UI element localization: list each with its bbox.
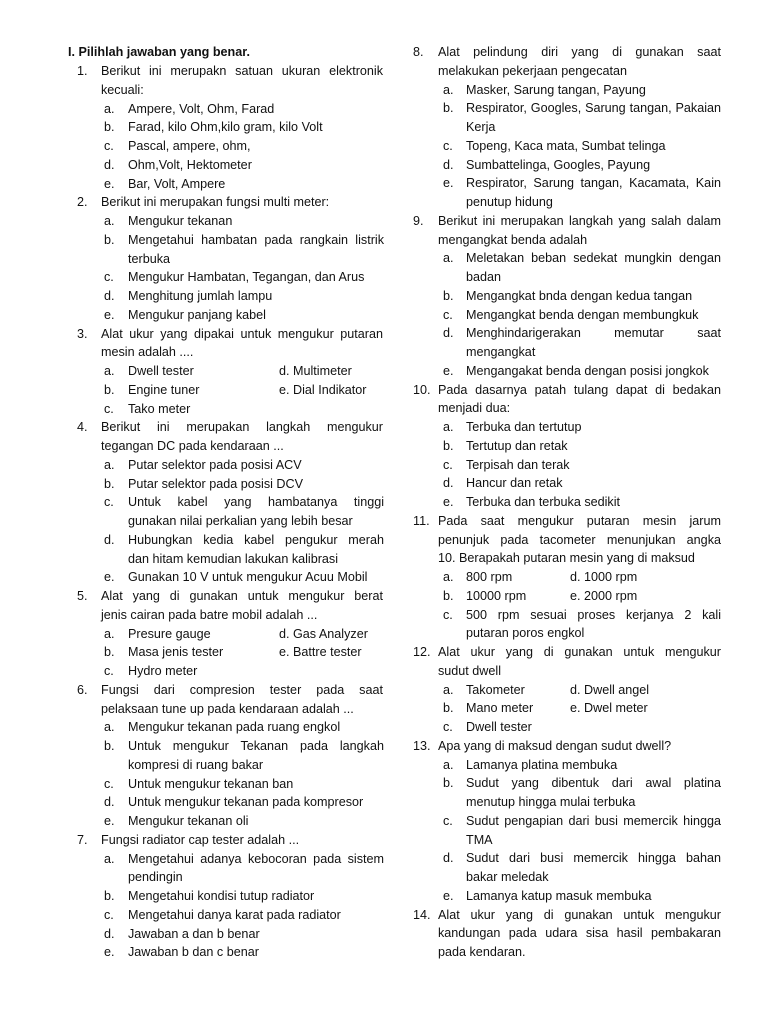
option-text: Takometer <box>466 682 525 697</box>
option-letter: a. <box>443 251 454 266</box>
option-text: Mengetahui hambatan pada rangkain listrik <box>128 232 384 247</box>
option-letter: b. <box>443 701 454 716</box>
option-letter: c. <box>104 270 114 285</box>
option-text: Pascal, ampere, ohm, <box>128 139 251 153</box>
option-letter: c. <box>443 813 453 828</box>
option-letter: c. <box>443 138 453 153</box>
option-text: Hubungkan kedia kabel pengukur merah <box>128 532 384 547</box>
option-text: Mengukur panjang kabel <box>128 307 266 322</box>
option-text: Farad, kilo Ohm,kilo gram, kilo Volt <box>128 120 323 135</box>
option-text: Untuk kabel yang hambatanya tinggi <box>128 495 384 510</box>
option-letter: e. <box>443 888 454 903</box>
question-text: Alat ukur yang di gunakan untuk mengukur <box>438 645 721 659</box>
option-text: Jawaban a dan b benar <box>128 926 260 941</box>
option-text: Mengukur tekanan oli <box>128 814 249 828</box>
question-number: 9. <box>413 213 424 228</box>
option-text: Hancur dan retak <box>466 476 563 491</box>
question-number: 4. <box>77 420 88 435</box>
option-letter: b. <box>443 438 454 453</box>
option-letter: c. <box>104 664 114 678</box>
option-text: penutup hidung <box>466 195 553 209</box>
question-text: Berikut ini merupakan fungsi multi meter: <box>101 195 330 210</box>
option-text: Topeng, Kaca mata, Sumbat telinga <box>466 138 666 153</box>
option-letter: c. <box>443 457 453 472</box>
option-text: Mengangakat benda dengan posisi jongkok <box>466 363 709 378</box>
option-letter: c. <box>104 907 114 922</box>
question-text: Alat ukur yang dipakai untuk mengukur putaran <box>101 326 383 341</box>
option-text: Presure gauge <box>128 626 211 641</box>
option-text: Terpisah dan terak <box>466 457 570 472</box>
question-number: 10. <box>413 382 431 397</box>
option-text: Untuk mengukur Tekanan pada langkah <box>128 739 384 753</box>
option-text: bakar meledak <box>466 870 549 884</box>
option-letter: b. <box>443 288 454 303</box>
option-text: 10000 rpm <box>466 588 527 603</box>
option-text: dan hitam kemudian lakukan kalibrasi <box>128 551 339 566</box>
option-letter: a. <box>104 214 115 228</box>
question-number: 3. <box>77 326 88 341</box>
option-letter: b. <box>443 588 454 603</box>
question-text: Alat yang di gunakan untuk mengukur berat <box>101 589 383 603</box>
option-letter: c. <box>443 720 453 734</box>
option-text: Tako meter <box>128 401 191 416</box>
option-letter: d. <box>104 532 115 547</box>
option-text: Bar, Volt, Ampere <box>128 176 226 191</box>
option-text: Gunakan 10 V untuk mengukur Acuu Mobil <box>128 570 368 585</box>
option-text: d. 1000 rpm <box>570 570 638 584</box>
question-text: jenis cairan pada batre mobil adalah ... <box>101 607 318 622</box>
option-letter: d. <box>443 157 454 172</box>
option-text: putaran poros engkol <box>466 626 585 641</box>
option-letter: c. <box>443 307 453 322</box>
option-text: e. Dwel meter <box>570 701 648 716</box>
option-text: pendingin <box>128 870 183 885</box>
option-letter: a. <box>104 851 115 866</box>
option-letter: b. <box>104 476 115 491</box>
option-letter: d. <box>443 851 454 866</box>
question-text: mengangkat benda adalah <box>438 232 588 247</box>
option-text: Lamanya katup masuk membuka <box>466 888 652 903</box>
option-text: gunakan nilai perkalian yang lebih besar <box>128 514 353 528</box>
question-text: kandungan pada udara sisa hasil pembakaran <box>438 926 721 941</box>
option-letter: c. <box>104 139 114 153</box>
option-text: Hydro meter <box>128 664 198 678</box>
question-text: Pada dasarnya patah tulang dapat di bedakan <box>438 382 721 397</box>
question-text: pelaksaan tune up pada kendaraan adalah ... <box>101 701 354 716</box>
option-letter: d. <box>104 289 115 303</box>
option-text: Sudut pengapian dari busi memercik hingga <box>466 813 721 828</box>
option-letter: e. <box>443 176 454 191</box>
option-letter: d. <box>104 795 115 810</box>
option-text: Mano meter <box>466 701 534 716</box>
option-letter: b. <box>104 645 115 660</box>
option-text: mengangkat <box>466 345 536 359</box>
option-text: d. Dwell angel <box>570 682 650 697</box>
option-text: Dwell tester <box>128 364 194 378</box>
option-letter: b. <box>104 382 115 397</box>
question-number: 7. <box>77 832 88 847</box>
option-letter: a. <box>104 101 115 116</box>
option-letter: c. <box>443 607 453 622</box>
option-text: Jawaban b dan c benar <box>128 945 259 960</box>
question-text: mesin adalah .... <box>101 345 194 360</box>
option-letter: b. <box>104 120 115 135</box>
option-text: Mengangkat benda dengan membungkuk <box>466 307 699 322</box>
question-text: sudut dwell <box>438 663 502 678</box>
option-text: 500 rpm sesuai proses kerjanya 2 kali <box>466 607 721 622</box>
option-letter: d. <box>104 926 115 941</box>
question-number: 1. <box>77 64 88 78</box>
question-text: Berikut ini merupakan langkah mengukur <box>101 420 383 435</box>
option-letter: b. <box>104 889 115 903</box>
option-letter: a. <box>443 757 454 772</box>
option-letter: e. <box>104 307 115 322</box>
question-number: 5. <box>77 589 88 603</box>
option-text: TMA <box>466 832 493 847</box>
question-text: Apa yang di maksud dengan sudut dwell? <box>438 738 672 753</box>
option-letter: a. <box>104 720 115 735</box>
option-letter: e. <box>443 495 454 509</box>
option-text: Mengetahui danya karat pada radiator <box>128 907 341 922</box>
option-text: Kerja <box>466 120 496 134</box>
option-text: d. Gas Analyzer <box>279 626 368 641</box>
option-text: Untuk mengukur tekanan pada kompresor <box>128 795 364 810</box>
option-letter: a. <box>104 626 115 641</box>
option-letter: e. <box>104 176 115 191</box>
option-text: Mengangkat bnda dengan kedua tangan <box>466 288 693 303</box>
option-text: badan <box>466 270 502 284</box>
question-number: 11. <box>413 513 430 528</box>
option-letter: e. <box>104 570 115 585</box>
option-letter: a. <box>443 682 454 697</box>
question-text: Fungsi dari compresion tester pada saat <box>101 682 383 697</box>
question-text: pada kendaran. <box>438 945 526 959</box>
option-letter: c. <box>104 401 114 416</box>
option-text: Sudut dari busi memercik hingga bahan <box>466 851 721 866</box>
question-text: penunjuk pada tacometer menunjukan angka <box>438 532 721 547</box>
option-text: 800 rpm <box>466 570 513 584</box>
option-text: Sumbattelinga, Googles, Payung <box>466 157 651 172</box>
option-letter: c. <box>104 495 114 510</box>
option-text: Mengetahui kondisi tutup radiator <box>128 889 315 903</box>
option-letter: b. <box>104 232 115 247</box>
option-text: Tertutup dan retak <box>466 438 568 453</box>
option-text: Terbuka dan tertutup <box>466 420 582 434</box>
option-text: Ohm,Volt, Hektometer <box>128 157 252 172</box>
option-letter: c. <box>104 776 114 791</box>
question-number: 12. <box>413 645 431 659</box>
option-text: Putar selektor pada posisi ACV <box>128 457 302 472</box>
option-text: d. Multimeter <box>279 364 352 378</box>
option-letter: e. <box>104 814 115 828</box>
option-text: Menghindarigerakan memutar saat <box>466 326 721 341</box>
option-letter: b. <box>104 739 115 753</box>
option-text: Lamanya platina membuka <box>466 757 618 772</box>
option-letter: a. <box>443 82 454 97</box>
option-text: Respirator, Googles, Sarung tangan, Pakaian <box>466 101 721 116</box>
option-text: Mengukur tekanan <box>128 214 233 228</box>
option-letter: a. <box>104 364 115 378</box>
option-text: Dwell tester <box>466 720 532 734</box>
option-text: Putar selektor pada posisi DCV <box>128 476 303 491</box>
option-text: Sudut yang dibentuk dari awal platina <box>466 776 721 791</box>
option-letter: e. <box>443 363 454 378</box>
option-text: Menghitung jumlah lampu <box>128 289 273 303</box>
option-letter: e. <box>104 945 115 960</box>
option-letter: a. <box>443 570 454 584</box>
option-letter: b. <box>443 776 454 791</box>
option-text: e. 2000 rpm <box>570 588 638 603</box>
question-text: Pada saat mengukur putaran mesin jarum <box>438 513 721 528</box>
option-text: Mengukur tekanan pada ruang engkol <box>128 720 341 735</box>
option-text: Masker, Sarung tangan, Payung <box>466 82 646 97</box>
question-text: tegangan DC pada kendaraan ... <box>101 439 284 453</box>
option-text: terbuka <box>128 251 171 266</box>
option-letter: b. <box>443 101 454 116</box>
question-text: kecuali: <box>101 82 144 97</box>
option-text: Respirator, Sarung tangan, Kacamata, Kain <box>466 176 721 191</box>
option-text: Masa jenis tester <box>128 645 224 660</box>
question-number: 13. <box>413 738 431 753</box>
option-text: Mengetahui adanya kebocoran pada sistem <box>128 851 384 866</box>
option-text: e. Dial Indikator <box>279 382 367 397</box>
question-text: menjadi dua: <box>438 401 511 416</box>
question-text: Alat ukur yang di gunakan untuk mengukur <box>438 907 721 922</box>
option-text: Terbuka dan terbuka sedikit <box>466 495 621 509</box>
question-text: Fungsi radiator cap tester adalah ... <box>101 832 300 847</box>
option-letter: a. <box>443 420 454 434</box>
option-letter: d. <box>443 326 454 341</box>
question-number: 6. <box>77 682 88 697</box>
option-letter: d. <box>443 476 454 491</box>
question-text: Berikut ini merupakan langkah yang salah dalam <box>438 213 721 228</box>
option-text: Ampere, Volt, Ohm, Farad <box>128 101 275 116</box>
section-title: I. Pilihlah jawaban yang benar. <box>68 45 250 59</box>
question-text: 10. Berapakah putaran mesin yang di maksud <box>438 551 695 566</box>
question-number: 2. <box>77 195 88 210</box>
option-text: kompresi di ruang bakar <box>128 757 264 772</box>
option-text: e. Battre tester <box>279 645 362 660</box>
option-text: menutup hingga mulai terbuka <box>466 795 636 809</box>
option-letter: a. <box>104 457 115 472</box>
question-number: 8. <box>413 45 424 59</box>
option-text: Mengukur Hambatan, Tegangan, dan Arus <box>128 270 365 285</box>
option-letter: d. <box>104 157 115 172</box>
option-text: Engine tuner <box>128 382 200 397</box>
question-number: 14. <box>413 907 431 922</box>
question-text: Berikut ini merupakn satuan ukuran elektronik <box>101 64 383 78</box>
option-text: Untuk mengukur tekanan ban <box>128 776 294 791</box>
option-text: Meletakan beban sedekat mungkin dengan <box>466 251 721 266</box>
question-text: Alat pelindung diri yang di gunakan saat <box>438 45 721 59</box>
question-text: melakukan pekerjaan pengecatan <box>438 63 628 78</box>
